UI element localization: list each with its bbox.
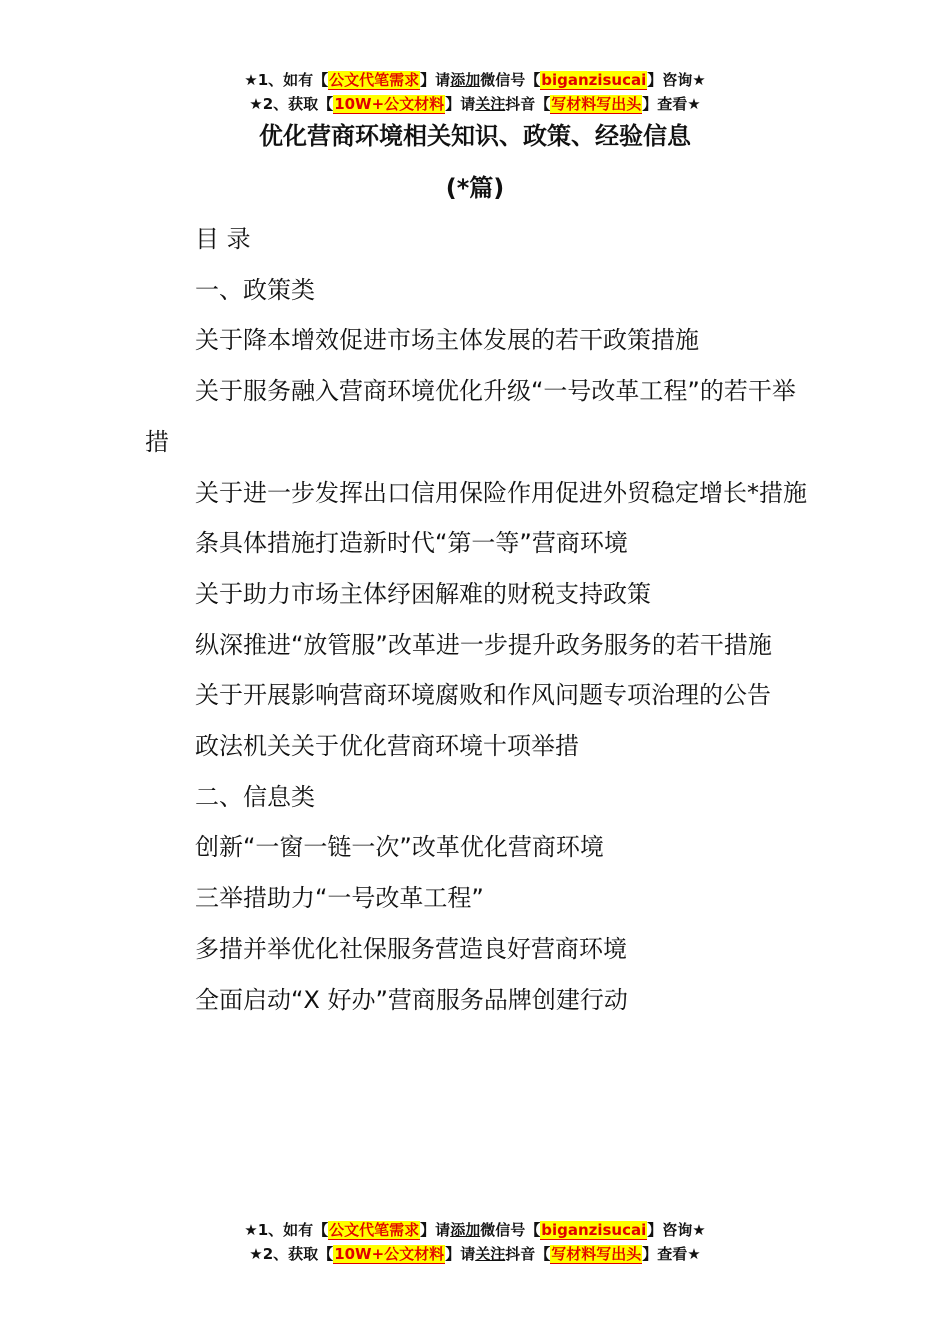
toc-item: 关于助力市场主体纾困解难的财税支持政策 xyxy=(195,579,651,608)
promo-line-2: ★2、获取【10W+公文材料】请关注抖音【写材料写出头】查看★ xyxy=(249,1245,701,1263)
highlight-douyin-account: 写材料写出头 xyxy=(551,95,642,113)
table-of-contents xyxy=(145,214,810,1025)
promo-line-2: ★2、获取【10W+公文材料】请关注抖音【写材料写出头】查看★ xyxy=(249,95,701,113)
toc-item: 纵深推进“放管服”改革进一步提升政务服务的若干措施 xyxy=(195,630,772,659)
document-title: 优化营商环境相关知识、政策、经验信息 xyxy=(259,122,691,150)
highlight-materials: 10W+公文材料 xyxy=(334,1245,445,1263)
highlight-wechat-id: biganzisucai xyxy=(541,71,647,89)
highlight-service: 公文代笔需求 xyxy=(329,71,420,89)
toc-item: 条具体措施打造新时代“第一等”营商环境 xyxy=(195,529,628,558)
promo-line-1: ★1、如有【公文代笔需求】请添加微信号【biganzisucai】咨询★ xyxy=(244,71,706,89)
toc-item: 全面启动“X 好办”营商服务品牌创建行动 xyxy=(195,985,628,1014)
toc-section-heading: 一、政策类 xyxy=(195,275,315,304)
toc-item: 关于降本增效促进市场主体发展的若干政策措施 xyxy=(195,326,699,355)
highlight-douyin-account: 写材料写出头 xyxy=(551,1245,642,1263)
header-promo-banner xyxy=(0,68,950,116)
toc-item: 关于开展影响营商环境腐败和作风问题专项治理的公告 xyxy=(195,681,771,710)
highlight-wechat-id: biganzisucai xyxy=(541,1221,647,1239)
document-subtitle: (*篇) xyxy=(445,174,505,202)
toc-section-heading: 二、信息类 xyxy=(195,782,315,811)
toc-item: 三举措助力“一号改革工程” xyxy=(195,884,484,913)
toc-heading: 目 录 xyxy=(195,225,251,253)
toc-item: 关于进一步发挥出口信用保险作用促进外贸稳定增长*措施 xyxy=(195,478,807,507)
footer-promo-banner xyxy=(0,1218,950,1266)
toc-item: 政法机关关于优化营商环境十项举措 xyxy=(195,732,579,761)
highlight-materials: 10W+公文材料 xyxy=(334,95,445,113)
toc-item: 关于服务融入营商环境优化升级“一号改革工程”的若干举措 xyxy=(145,377,796,456)
highlight-service: 公文代笔需求 xyxy=(329,1221,420,1239)
promo-line-1: ★1、如有【公文代笔需求】请添加微信号【biganzisucai】咨询★ xyxy=(244,1221,706,1239)
toc-item: 多措并举优化社保服务营造良好营商环境 xyxy=(195,934,627,963)
toc-item: 创新“一窗一链一次”改革优化营商环境 xyxy=(195,833,604,862)
